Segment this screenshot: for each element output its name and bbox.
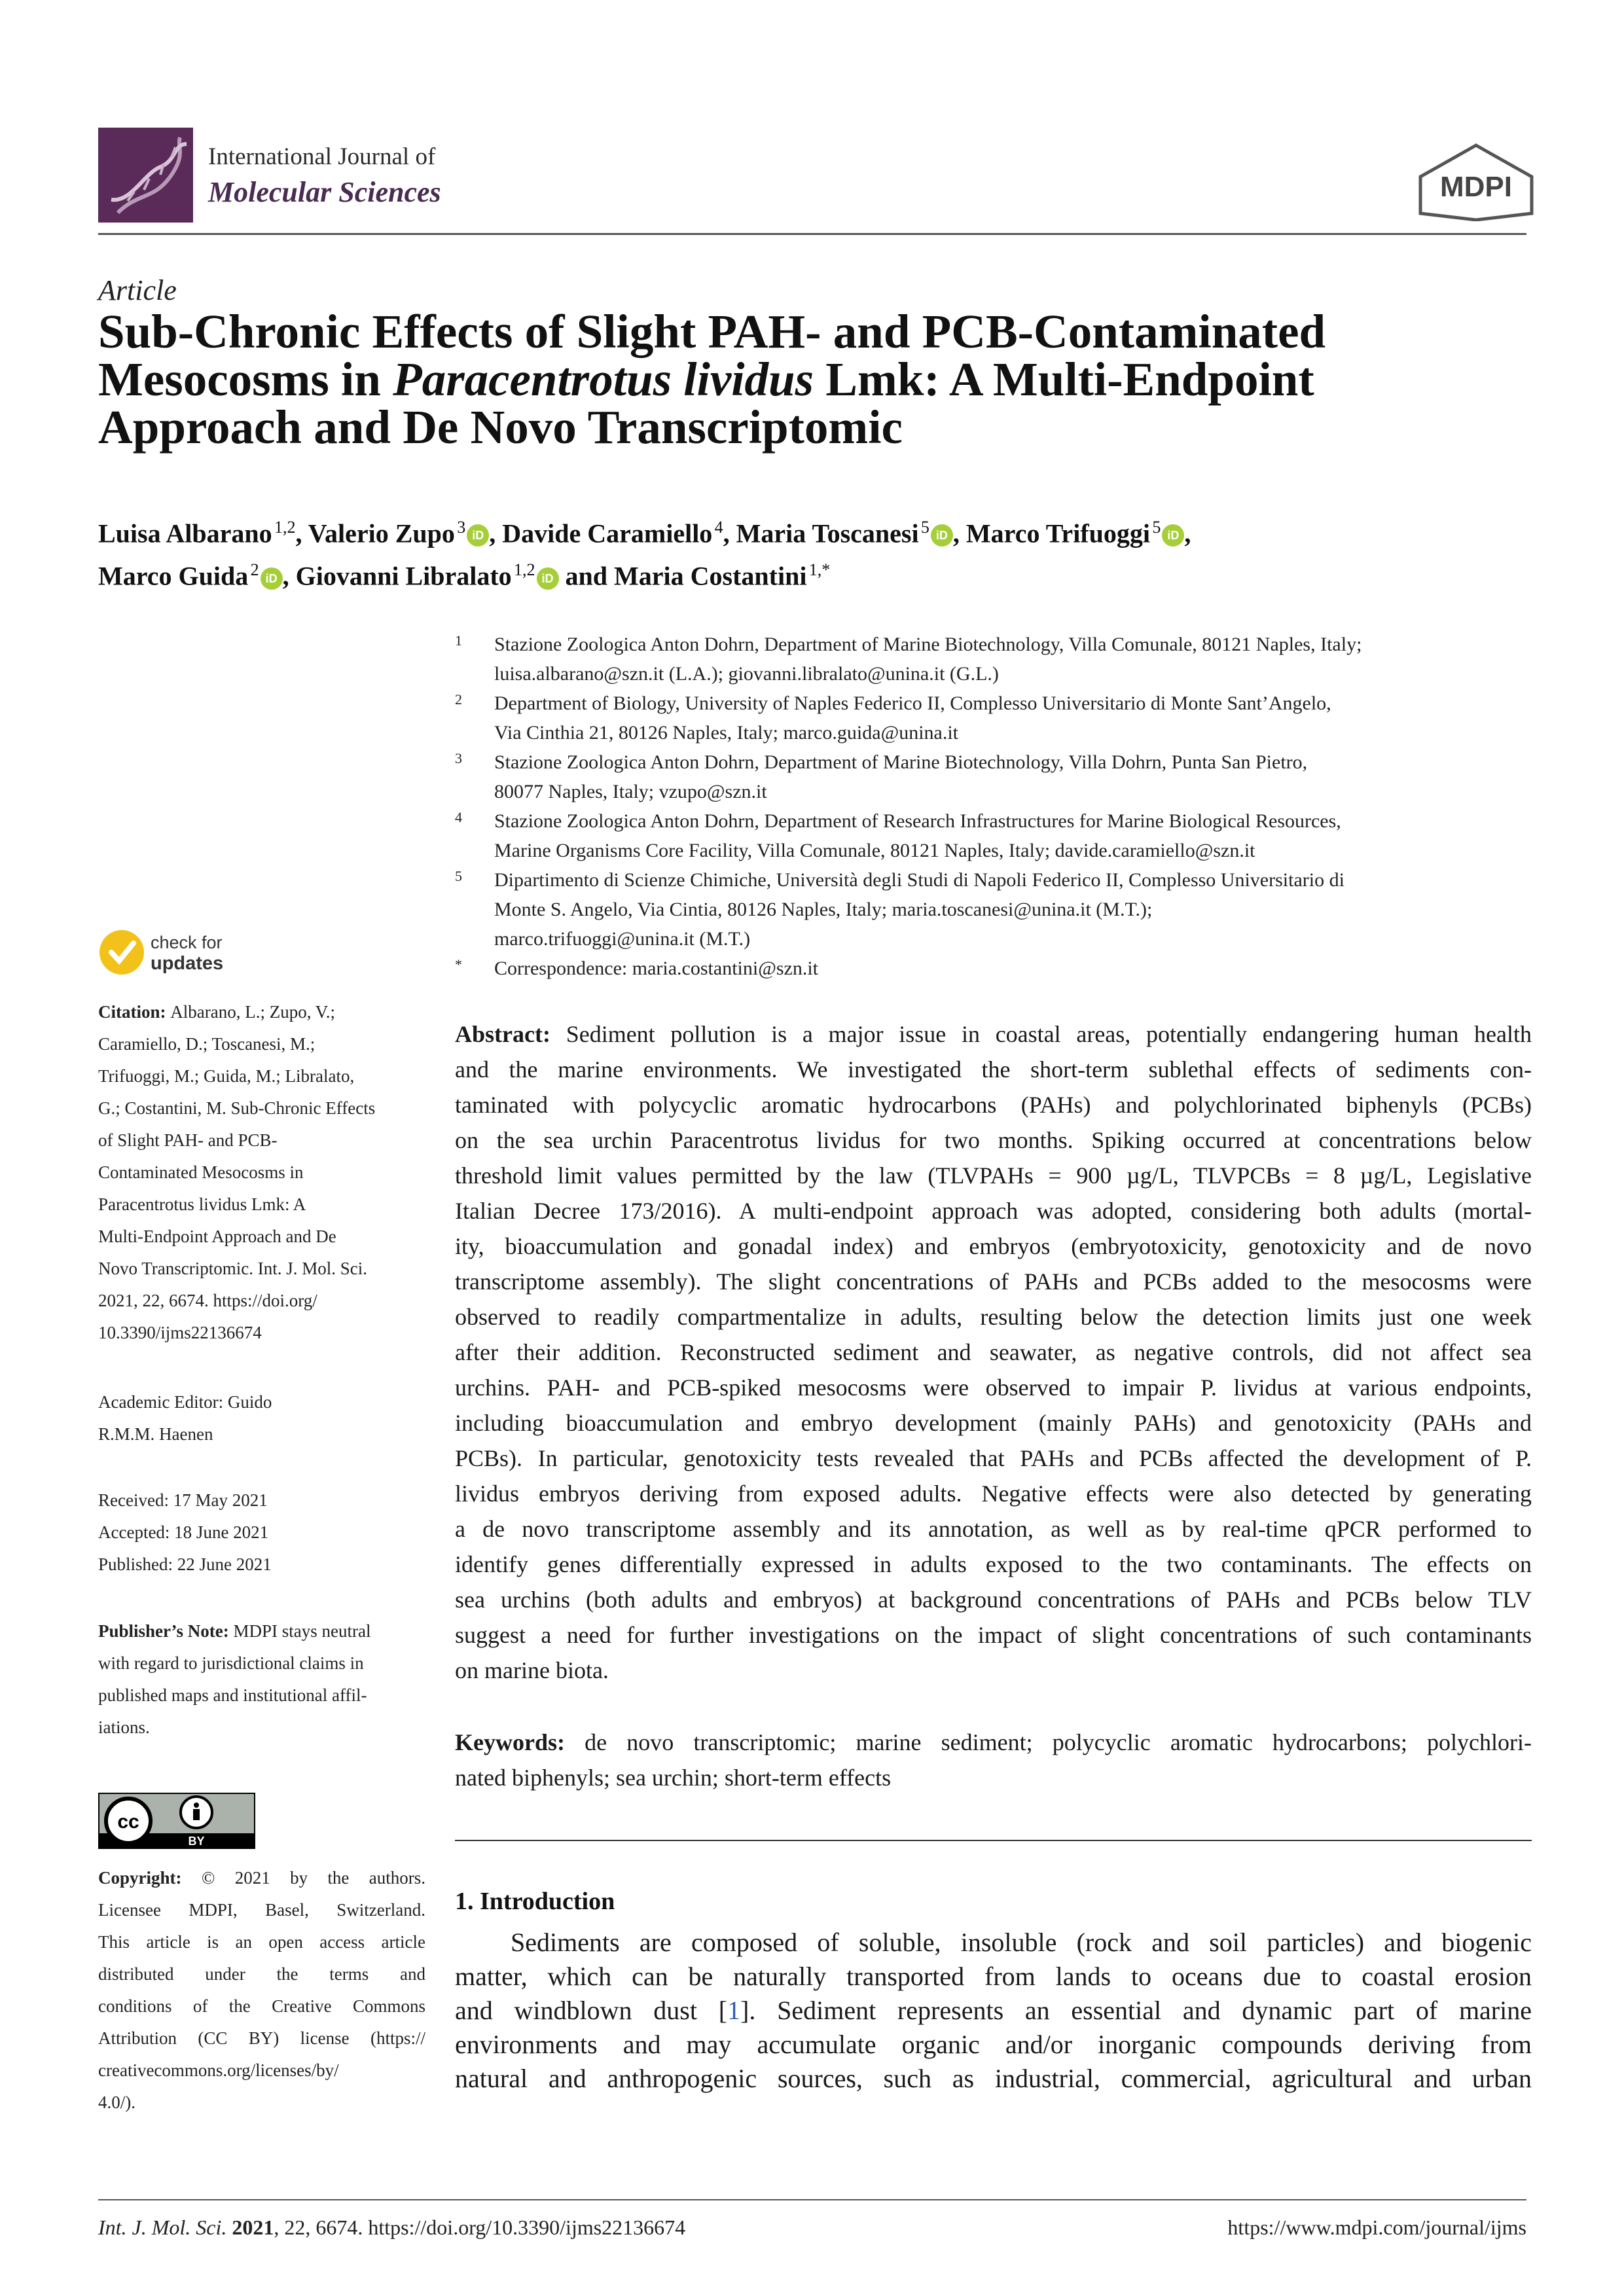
author-connector: and xyxy=(565,561,608,591)
footer-doi-link[interactable]: https://doi.org/10.3390/ijms22136674 xyxy=(368,2215,686,2239)
species-name: Paracentrotus lividus xyxy=(393,353,814,406)
citation-label: Citation: xyxy=(98,1002,166,1022)
orcid-icon[interactable]: iD xyxy=(537,567,559,590)
reference-link[interactable]: 1 xyxy=(727,1996,741,2025)
svg-text:updates: updates xyxy=(151,953,224,974)
abstract: Abstract: Sediment pollution is a major issue in coastal areas, potentially endangering human health and the marine environments. We investigated the short-term sublethal effects of sediments con- taminated with polycyclic aromatic hydrocarbons (PAHs) and polychlorinated biphenyls (PCBs) on the sea urchin Paracentrotus lividus for two months. Spiking occurred at concentrations below threshold limit values permitted by the law (TLVPAHs = 900 µg/L, TLVPCBs = 8 µg/L, Legislative Italian Decree 173/2016). A multi-endpoint approach was adopted, considering both adults (mortal- ity, bioaccumulation and gonadal index) and embryos (embryotoxicity, genotoxicity and de novo transcriptome assembly). The slight concentrations of PAHs and PCBs added to the mesocosms were observed to readily compartmentalize in adults, resulting below the detection limits just one week after their addition. Reconstructed sediment and seawater, as negative controls, did not affect sea urchins. PAH- and PCB-spiked mesocosms were observed to impair P. lividus at various endpoints, including bioaccumulation and embryo development (mainly PAHs) and genotoxicity (PAHs and PCBs). In particular, genotoxicity tests revealed that PAHs and PCBs affected the development of P. lividus embryos deriving from exposed adults. Negative effects were also detected by generating a de novo transcriptome assembly and its annotation, as well as by real-time qPCR performed to identify genes differentially expressed in adults exposed to the two contaminants. The effects on sea urchins (both adults and embryos) at background concentrations of PAHs and PCBs below TLV suggest a need for further investigations on the impact of slight concentrations of such contaminants on marine biota. xyxy=(455,1021,1532,1683)
academic-editor: Academic Editor: Guido R.M.M. Haenen xyxy=(98,1392,272,1444)
published-date: Published: 22 June 2021 xyxy=(98,1554,272,1574)
copyright-notice: Copyright: © 2021 by the authors. Licensee MDPI, Basel, Switzerland. This article is an open access article distributed under the terms and conditions of the Creative Commons Attribution (CC BY) license (https:// creativecommons.org/licenses/by/ 4.0/). xyxy=(98,1868,426,2112)
affiliation-item: 3 Stazione Zoologica Anton Dohrn, Department of Marine Biotechnology, Villa Dohrn, Punta San Pietro, 80077 Naples, Italy; vzupo@szn.it xyxy=(455,750,1308,802)
header-divider xyxy=(98,233,1526,235)
author-name: Giovanni Libralato xyxy=(295,561,512,591)
accepted-date: Accepted: 18 June 2021 xyxy=(98,1522,269,1542)
author-name: Marco Guida xyxy=(98,561,249,591)
affiliation-item: 1 Stazione Zoologica Anton Dohrn, Department of Marine Biotechnology, Villa Comunale, 80121 Naples, Italy; luisa.albarano@szn.it (L.A.); giovanni.libralato@unina.it (G.L.) xyxy=(455,632,1362,685)
publishers-note: Publisher’s Note: MDPI stays neutral with regard to jurisdictional claims in published maps and institutional affil- iations. xyxy=(98,1621,371,1737)
affiliations xyxy=(455,630,1528,983)
affiliation-item: 5 Dipartimento di Scienze Chimiche, Università degli Studi di Napoli Federico II, Complesso Universitario di Monte S. Angelo, Via Cintia, 80126 Naples, Italy; maria.toscanesi@unina.it (M.T.); marco.trifuoggi@unina.it (M.T.) xyxy=(455,868,1344,950)
svg-text:cc: cc xyxy=(117,1811,139,1833)
affiliation-item: 4 Stazione Zoologica Anton Dohrn, Department of Research Infrastructures for Marine Biological Resources, Marine Organisms Core Facility, Villa Comunale, 80121 Naples, Italy; davide.caramiello@szn.it xyxy=(455,809,1341,861)
orcid-icon[interactable]: iD xyxy=(467,524,489,547)
author-name: Luisa Albarano xyxy=(98,518,272,548)
dna-helix-icon xyxy=(98,128,193,223)
license-link[interactable]: creativecommons.org/licenses/by/ xyxy=(98,2060,339,2080)
correspondence: * Correspondence: maria.costantini@szn.it xyxy=(455,956,818,979)
author-name: Maria Costantini xyxy=(614,561,807,591)
article-title xyxy=(98,305,1526,454)
author-name: Maria Toscanesi xyxy=(736,518,919,548)
received-date: Received: 17 May 2021 xyxy=(98,1490,268,1510)
introduction-paragraph: Sediments are composed of soluble, insoluble (rock and soil particles) and biogenic matter, which can be naturally transported from lands to oceans due to coastal erosion and windblown dust [1]. Sediment represents an essential and dynamic part of marine environments and may accumulate organic and/or inorganic compounds deriving from natural and anthropogenic sources, such as industrial, commercial, agricultural and urban xyxy=(455,1928,1532,2093)
mdpi-logo-text: MDPI xyxy=(1440,171,1512,203)
author-list xyxy=(98,509,1538,595)
footer-citation: Int. J. Mol. Sci. 2021, 22, 6674. https://doi.org/10.3390/ijms22136674 xyxy=(98,2215,686,2239)
svg-text:BY: BY xyxy=(188,1835,205,1848)
publication-dates xyxy=(98,1484,425,1581)
author-line-1: Luisa Albarano $^{1,2}$, Valerio Zupo $^3$ iD , Davide Caramiello $^4$, Maria Toscanesi $^5$ iD , Marco Trifuoggi $^5$ iD , xyxy=(98,518,1191,548)
svg-text:check for: check for xyxy=(151,933,223,952)
keywords: Keywords: de novo transcriptomic; marine sediment; polycyclic aromatic hydrocarbons; polychlori- nated biphenyls; sea urchin; short-term effects xyxy=(455,1729,1532,1791)
article-type: Article xyxy=(98,274,177,306)
journal-name-line2: Molecular Sciences xyxy=(208,176,441,208)
orcid-icon[interactable]: iD xyxy=(1162,524,1184,547)
check-for-updates-button[interactable] xyxy=(98,926,268,978)
author-line-2: Marco Guida $^2$ iD , Giovanni Libralato $^{1,2}$ iD and Maria Costantini $^{1,*}$ xyxy=(98,560,831,591)
affiliation-item: 2 Department of Biology, University of Naples Federico II, Complesso Universitario di Monte Sant’Angelo, Via Cinthia 21, 80126 Naples, Italy; marco.guida@unina.it xyxy=(455,691,1331,744)
orcid-icon[interactable]: iD xyxy=(261,567,283,590)
footer-journal-url[interactable]: https://www.mdpi.com/journal/ijms xyxy=(1227,2215,1526,2239)
author-name: Marco Trifuoggi xyxy=(965,518,1150,548)
abstract-label: Abstract: xyxy=(455,1021,550,1047)
section-divider xyxy=(455,1840,1532,1841)
journal-name-line1: International Journal of xyxy=(208,143,436,170)
keywords-label: Keywords: xyxy=(455,1729,565,1755)
journal-logo xyxy=(98,128,193,223)
citation-doi-link[interactable]: 10.3390/ijms22136674 xyxy=(98,1323,262,1342)
mdpi-logo xyxy=(1414,143,1538,221)
section-heading: 1. Introduction xyxy=(455,1888,615,1915)
footer-divider xyxy=(98,2199,1526,2200)
cc-by-license-badge[interactable] xyxy=(98,1793,255,1849)
title-line-2: Mesocosms in Paracentrotus lividus Lmk: A Multi-Endpoint xyxy=(98,353,1314,406)
author-name: Davide Caramiello xyxy=(502,518,713,548)
title-line-1: Sub-Chronic Effects of Slight PAH- and PCB-Contaminated xyxy=(98,305,1326,358)
citation-block: Citation: Albarano, L.; Zupo, V.; Caramiello, D.; Toscanesi, M.; Trifuoggi, M.; Guida, M.; Libralato, G.; Costantini, M. Sub-Chronic Effects of Slight PAH- and PCB- Contaminated Mesocosms in Paracentrotus lividus Lmk: A Multi-Endpoint Approach and De Novo Transcriptomic. Int. J. Mol. Sci. 2021, 22, 6674. https://doi.org/ 10.3390/ijms22136674 xyxy=(98,996,425,1349)
orcid-icon[interactable]: iD xyxy=(931,524,953,547)
title-line-3: Approach and De Novo Transcriptomic xyxy=(98,401,903,454)
author-name: Valerio Zupo xyxy=(308,518,455,548)
